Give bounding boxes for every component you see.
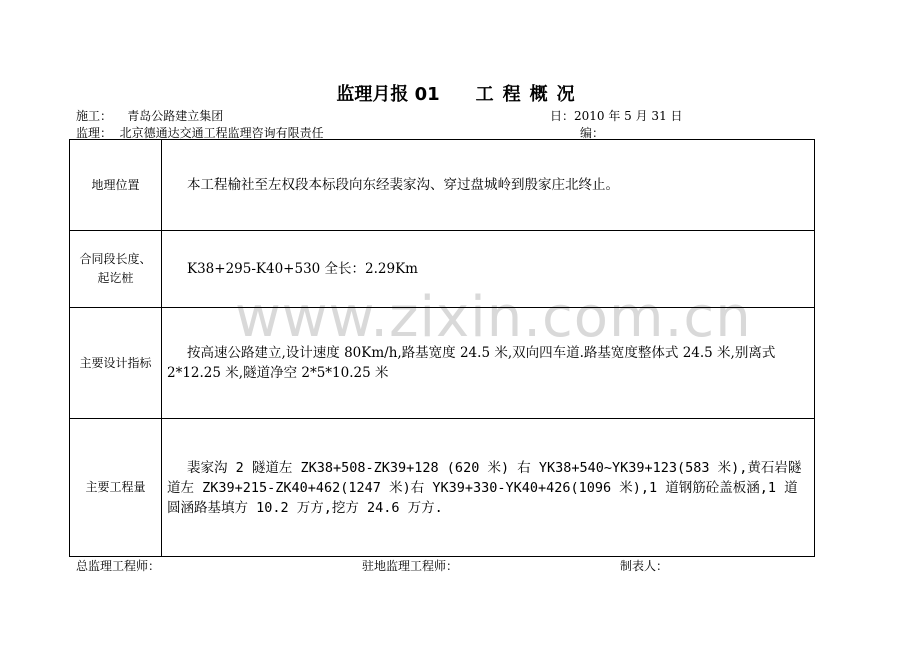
report-subtitle: 工程概况 xyxy=(475,84,584,105)
footer-preparer: 制表人： xyxy=(620,559,669,573)
construction-line xyxy=(76,107,223,124)
report-date: 日：2010 年 5 月 31 日 xyxy=(550,109,683,123)
table-row xyxy=(70,308,815,419)
report-title: 监理月报 01 xyxy=(336,84,440,105)
overview-table xyxy=(69,139,815,557)
row-label-section-line1: 合同段长度、 xyxy=(79,252,152,266)
construction-label: 施工： xyxy=(76,109,113,123)
row-content-quantity: 裴家沟 2 隧道左 ZK38+508-ZK39+128 (620 米) 右 YK38+540~YK39+123(583 米),黄石岩隧道左 ZK39+215-ZK40+462(1247 米)右 YK39+330-YK40+426(1096 米),1 道钢筋砼盖板涵,1 道圆涵路基填方 10.2 万方,挖方 24.6 万方. xyxy=(162,419,815,557)
page-title xyxy=(0,80,920,106)
row-content-section: K38+295-K40+530 全长：2.29Km xyxy=(162,231,815,308)
watermark: www.zixin.com.cn xyxy=(235,285,752,350)
report-number-label: 编： xyxy=(580,126,605,140)
construction-value: 青岛公路建立集团 xyxy=(127,109,224,123)
table-row xyxy=(70,419,815,557)
table-row xyxy=(70,231,815,308)
row-content-design: 按高速公路建立,设计速度 80Km/h,路基宽度 24.5 米,双向四车道.路基宽度整体式 24.5 米,别离式 2*12.25 米,隧道净空 2*5*10.25 米 xyxy=(162,308,815,419)
row-label-section-line2: 起讫桩 xyxy=(97,271,134,285)
row-label-location: 地理位置 xyxy=(70,140,162,231)
footer-resident-engineer: 驻地监理工程师： xyxy=(362,559,459,573)
supervision-label: 监理： xyxy=(76,126,113,140)
footer-chief-engineer: 总监理工程师： xyxy=(76,559,161,573)
row-content-location: 本工程榆社至左权段本标段向东经裴家沟、穿过盘城岭到殷家庄北终止。 xyxy=(162,140,815,231)
supervision-value: 北京德通达交通工程监理咨询有限责任 xyxy=(119,126,324,140)
table-row xyxy=(70,140,815,231)
row-label-quantity: 主要工程量 xyxy=(70,419,162,557)
row-label-design: 主要设计指标 xyxy=(70,308,162,419)
row-label-section xyxy=(70,231,162,308)
